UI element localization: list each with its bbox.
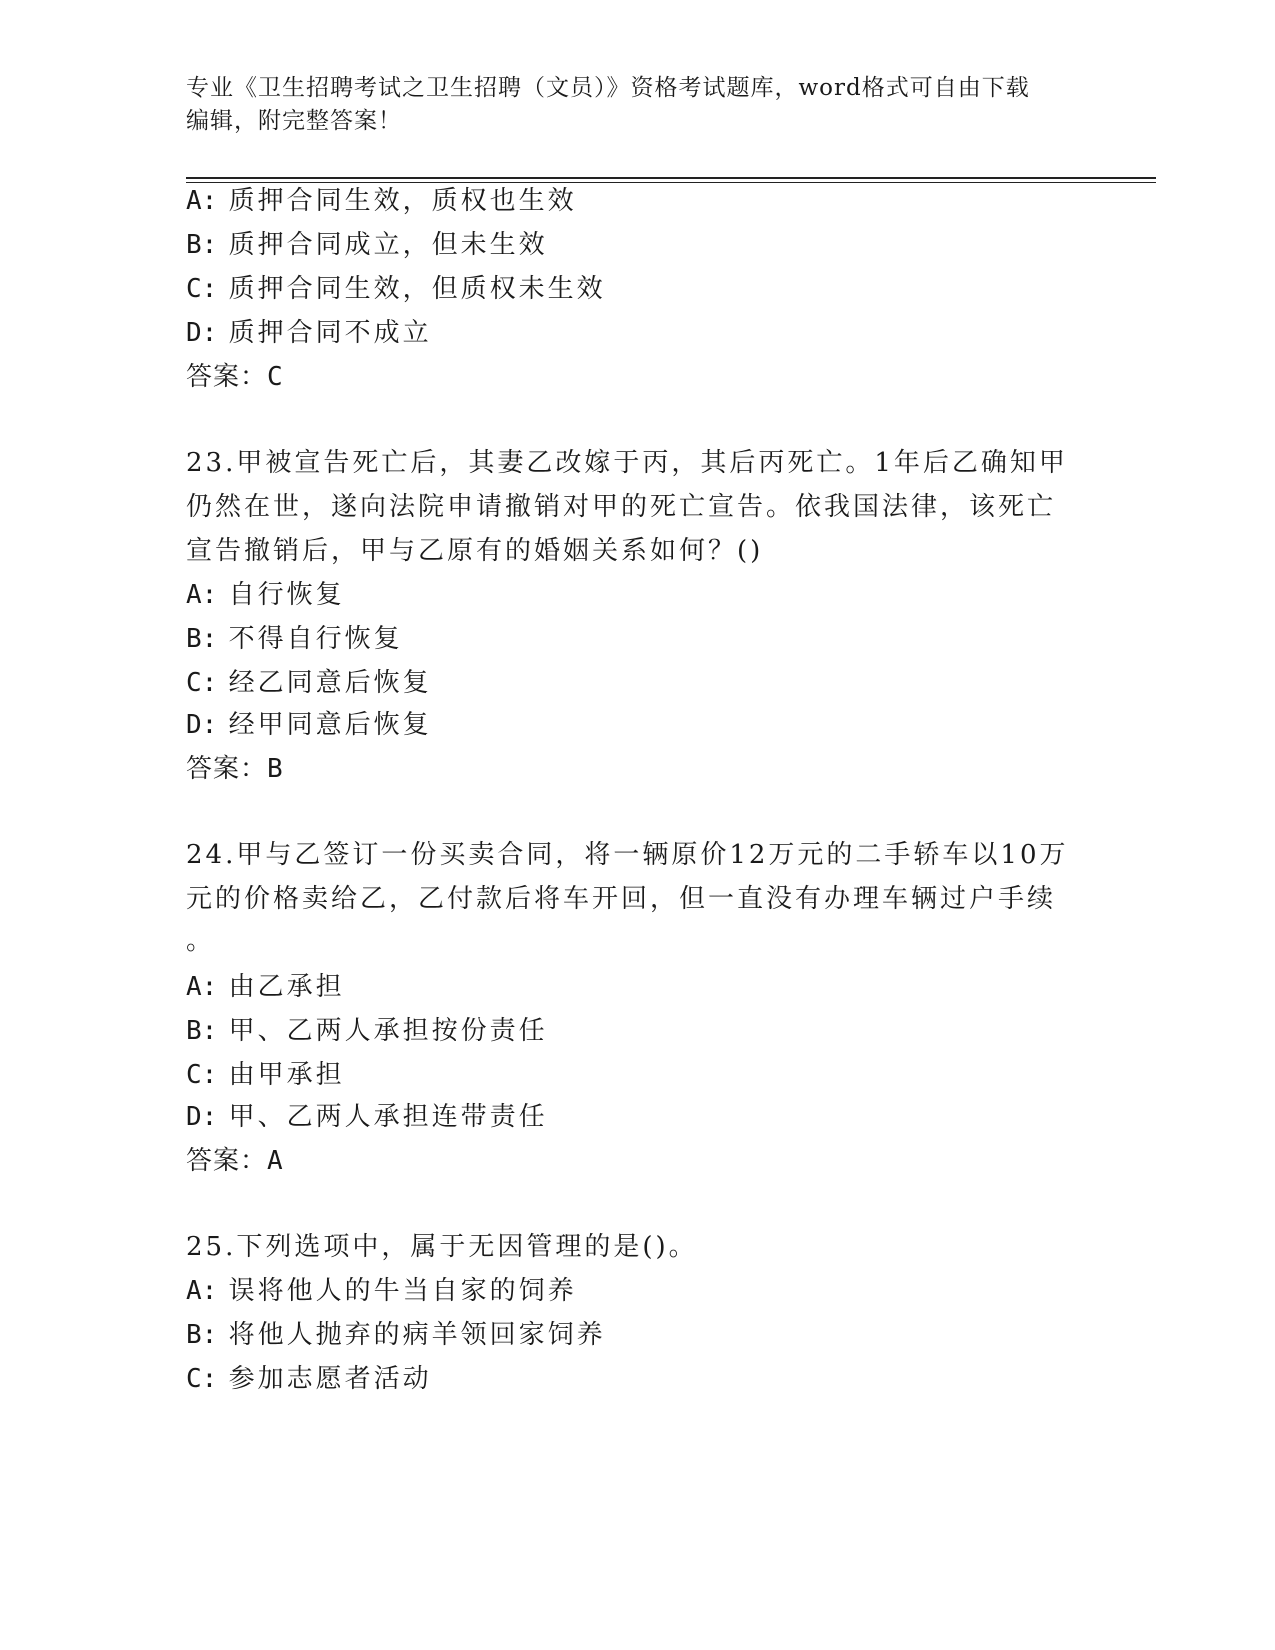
q23-option-b	[186, 624, 403, 654]
q23-option-a	[186, 580, 345, 610]
q22-option-a	[186, 186, 577, 216]
q24-answer	[186, 1146, 284, 1176]
option-text: 甲、乙两人承担按份责任	[228, 1016, 548, 1046]
q23-answer	[186, 754, 284, 784]
q25-option-a	[186, 1276, 577, 1306]
header-text-line2: 编辑，附完整答案！	[186, 108, 402, 134]
option-text: 由甲承担	[228, 1060, 345, 1090]
option-letter: D:	[186, 318, 218, 348]
option-letter: C:	[186, 274, 218, 304]
option-letter: C:	[186, 668, 218, 698]
option-letter: B:	[186, 1016, 218, 1046]
option-letter: B:	[186, 624, 218, 654]
option-text: 自行恢复	[228, 580, 345, 610]
page-header	[186, 72, 1066, 138]
option-text: 参加志愿者活动	[228, 1364, 432, 1394]
option-text: 将他人抛弃的病羊领回家饲养	[228, 1320, 606, 1350]
option-text: 不得自行恢复	[228, 624, 403, 654]
q23-stem-line3: 宣告撤销后，甲与乙原有的婚姻关系如何？()	[186, 536, 764, 566]
header-text-line1: 专业《卫生招聘考试之卫生招聘（文员）》资格考试题库，word格式可自由下载	[186, 75, 1030, 101]
q25-option-c	[186, 1364, 432, 1394]
answer-label: 答案：	[186, 754, 268, 784]
option-text: 质押合同不成立	[228, 318, 432, 348]
q23-stem-line2: 仍然在世，遂向法院申请撤销对甲的死亡宣告。依我国法律，该死亡	[186, 492, 1057, 522]
q24-option-c	[186, 1060, 345, 1090]
answer-value: B	[267, 754, 284, 784]
option-letter: A:	[186, 1276, 218, 1306]
option-letter: D:	[186, 710, 218, 740]
option-letter: D:	[186, 1102, 218, 1132]
option-text: 质押合同生效，但质权未生效	[228, 274, 606, 304]
q25-stem-line1: 25.下列选项中，属于无因管理的是()。	[186, 1232, 698, 1262]
option-text: 经乙同意后恢复	[228, 668, 432, 698]
option-text: 误将他人的牛当自家的饲养	[228, 1276, 577, 1306]
option-text: 质押合同生效，质权也生效	[228, 186, 577, 216]
q22-answer	[186, 362, 284, 392]
option-letter: A:	[186, 186, 218, 216]
option-letter: B:	[186, 1320, 218, 1350]
q24-option-d	[186, 1102, 548, 1132]
option-letter: C:	[186, 1060, 218, 1090]
header-rule-thick	[186, 177, 1156, 179]
q24-option-b	[186, 1016, 548, 1046]
answer-value: C	[267, 362, 284, 392]
option-letter: A:	[186, 972, 218, 1002]
q23-option-c	[186, 668, 432, 698]
option-letter: C:	[186, 1364, 218, 1394]
option-text: 甲、乙两人承担连带责任	[228, 1102, 548, 1132]
option-text: 经甲同意后恢复	[228, 710, 432, 740]
q22-option-d	[186, 318, 432, 348]
answer-label: 答案：	[186, 1146, 268, 1176]
q22-option-b	[186, 230, 548, 260]
option-text: 由乙承担	[228, 972, 345, 1002]
option-letter: A:	[186, 580, 218, 610]
option-text: 质押合同成立，但未生效	[228, 230, 548, 260]
q24-option-a	[186, 972, 345, 1002]
q24-stem-line2: 元的价格卖给乙，乙付款后将车开回，但一直没有办理车辆过户手续	[186, 884, 1057, 914]
answer-label: 答案：	[186, 362, 268, 392]
q24-stem-line3: 。	[186, 926, 216, 956]
answer-value: A	[267, 1146, 284, 1176]
q24-stem-line1: 24.甲与乙签订一份买卖合同，将一辆原价12万元的二手轿车以10万	[186, 840, 1069, 870]
q23-stem-line1: 23.甲被宣告死亡后，其妻乙改嫁于丙，其后丙死亡。1年后乙确知甲	[186, 448, 1068, 478]
q23-option-d	[186, 710, 432, 740]
q22-option-c	[186, 274, 606, 304]
q25-option-b	[186, 1320, 606, 1350]
header-rule-thin	[186, 182, 1156, 183]
option-letter: B:	[186, 230, 218, 260]
